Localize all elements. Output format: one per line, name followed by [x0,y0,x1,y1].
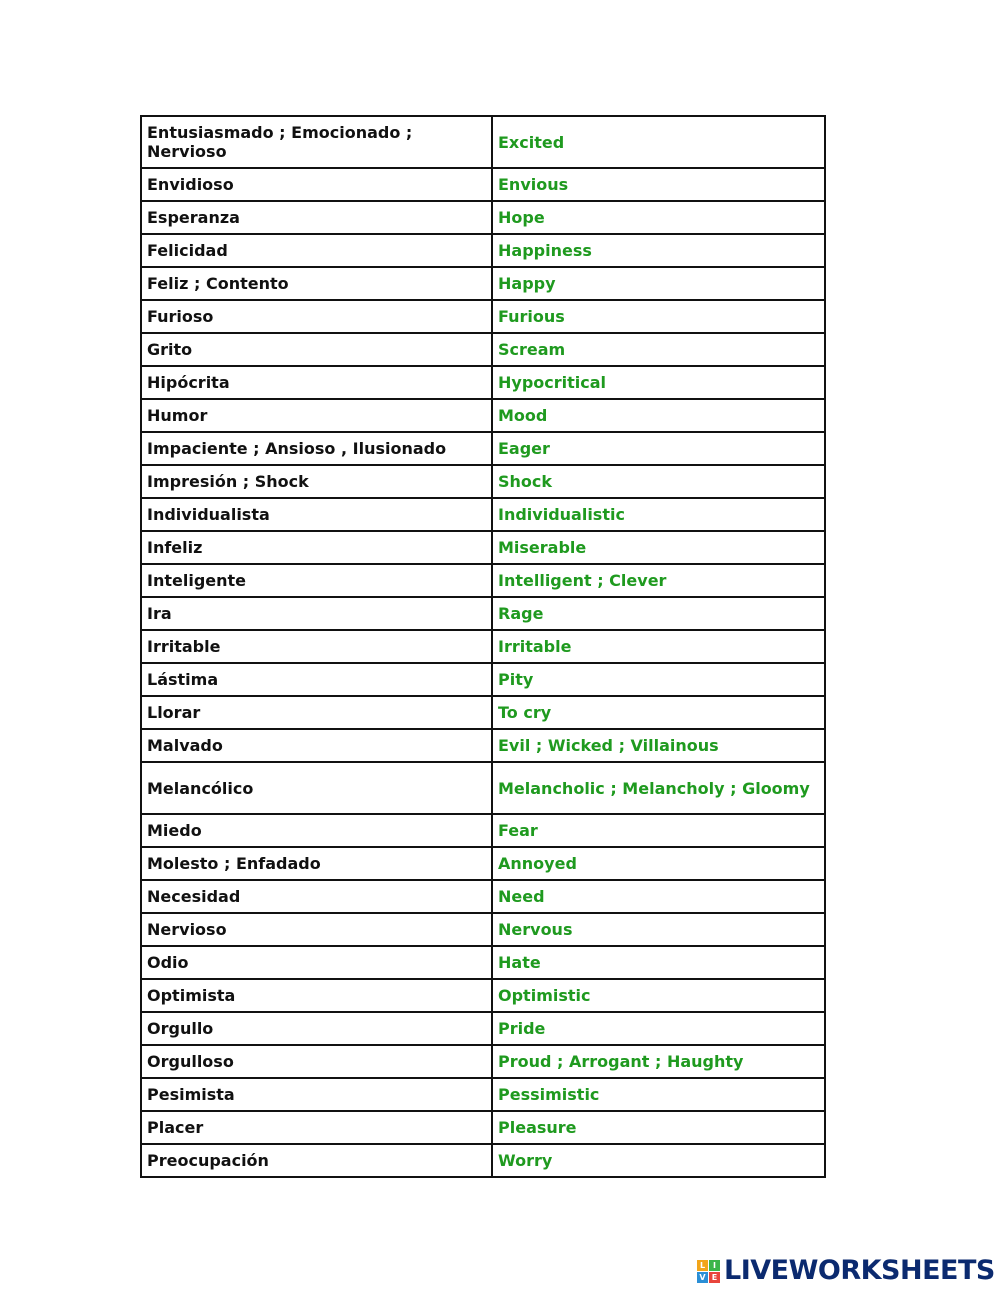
english-translation: Pity [492,663,825,696]
spanish-word: Optimista [141,979,492,1012]
table-row [141,399,825,432]
table-row [141,1144,825,1177]
english-translation: To cry [492,696,825,729]
english-translation: Proud ; Arrogant ; Haughty [492,1045,825,1078]
spanish-word: Necesidad [141,880,492,913]
table-row [141,116,825,168]
spanish-word: Humor [141,399,492,432]
table-row [141,498,825,531]
spanish-word: Irritable [141,630,492,663]
english-translation: Hate [492,946,825,979]
table-row [141,729,825,762]
spanish-word: Felicidad [141,234,492,267]
english-translation: Happiness [492,234,825,267]
table-row [141,366,825,399]
spanish-word: Nervioso [141,913,492,946]
table-row [141,201,825,234]
spanish-word: Malvado [141,729,492,762]
table-row [141,267,825,300]
table-row [141,1078,825,1111]
table-row [141,333,825,366]
spanish-word: Melancólico [141,762,492,814]
english-translation: Excited [492,116,825,168]
table-row [141,696,825,729]
table-row [141,979,825,1012]
table-row [141,630,825,663]
spanish-word: Infeliz [141,531,492,564]
spanish-word: Pesimista [141,1078,492,1111]
spanish-word: Ira [141,597,492,630]
spanish-word: Molesto ; Enfadado [141,847,492,880]
english-translation: Intelligent ; Clever [492,564,825,597]
spanish-word: Envidioso [141,168,492,201]
table-row [141,300,825,333]
table-row [141,234,825,267]
english-translation: Worry [492,1144,825,1177]
english-translation: Hope [492,201,825,234]
table-row [141,1045,825,1078]
spanish-word: Llorar [141,696,492,729]
brand-name: LIVEWORKSHEETS [724,1255,995,1286]
table-row [141,1012,825,1045]
english-translation: Pride [492,1012,825,1045]
table-row [141,946,825,979]
spanish-word: Furioso [141,300,492,333]
english-translation: Eager [492,432,825,465]
english-translation: Miserable [492,531,825,564]
logo-block-i: I [709,1260,720,1271]
spanish-word: Esperanza [141,201,492,234]
english-translation: Optimistic [492,979,825,1012]
english-translation: Rage [492,597,825,630]
english-translation: Nervous [492,913,825,946]
spanish-word: Orgullo [141,1012,492,1045]
table-row [141,168,825,201]
english-translation: Mood [492,399,825,432]
table-row [141,597,825,630]
english-translation: Furious [492,300,825,333]
spanish-word: Inteligente [141,564,492,597]
english-translation: Fear [492,814,825,847]
table-row [141,880,825,913]
english-translation: Irritable [492,630,825,663]
spanish-word: Orgulloso [141,1045,492,1078]
spanish-word: Individualista [141,498,492,531]
spanish-word: Lástima [141,663,492,696]
english-translation: Scream [492,333,825,366]
spanish-word: Miedo [141,814,492,847]
table-row [141,814,825,847]
table-row [141,663,825,696]
table-row [141,847,825,880]
logo-block-v: V [697,1272,708,1283]
spanish-word: Odio [141,946,492,979]
table-row [141,762,825,814]
vocabulary-table [140,115,826,1178]
logo-block-l: L [697,1260,708,1271]
english-translation: Pleasure [492,1111,825,1144]
table-row [141,432,825,465]
english-translation: Happy [492,267,825,300]
spanish-word: Feliz ; Contento [141,267,492,300]
english-translation: Shock [492,465,825,498]
logo-block-e: E [709,1272,720,1283]
spanish-word: Preocupación [141,1144,492,1177]
liveworksheets-watermark [697,1256,995,1286]
spanish-word: Placer [141,1111,492,1144]
spanish-word: Entusiasmado ; Emocionado ; Nervioso [141,116,492,168]
table-row [141,564,825,597]
english-translation: Need [492,880,825,913]
table-row [141,1111,825,1144]
spanish-word: Impaciente ; Ansioso , Ilusionado [141,432,492,465]
spanish-word: Grito [141,333,492,366]
table-row [141,531,825,564]
english-translation: Hypocritical [492,366,825,399]
english-translation: Melancholic ; Melancholy ; Gloomy [492,762,825,814]
english-translation: Annoyed [492,847,825,880]
table-row [141,913,825,946]
table-row [141,465,825,498]
spanish-word: Hipócrita [141,366,492,399]
english-translation: Individualistic [492,498,825,531]
spanish-word: Impresión ; Shock [141,465,492,498]
liveworksheets-logo-icon [697,1260,720,1283]
english-translation: Evil ; Wicked ; Villainous [492,729,825,762]
english-translation: Envious [492,168,825,201]
english-translation: Pessimistic [492,1078,825,1111]
